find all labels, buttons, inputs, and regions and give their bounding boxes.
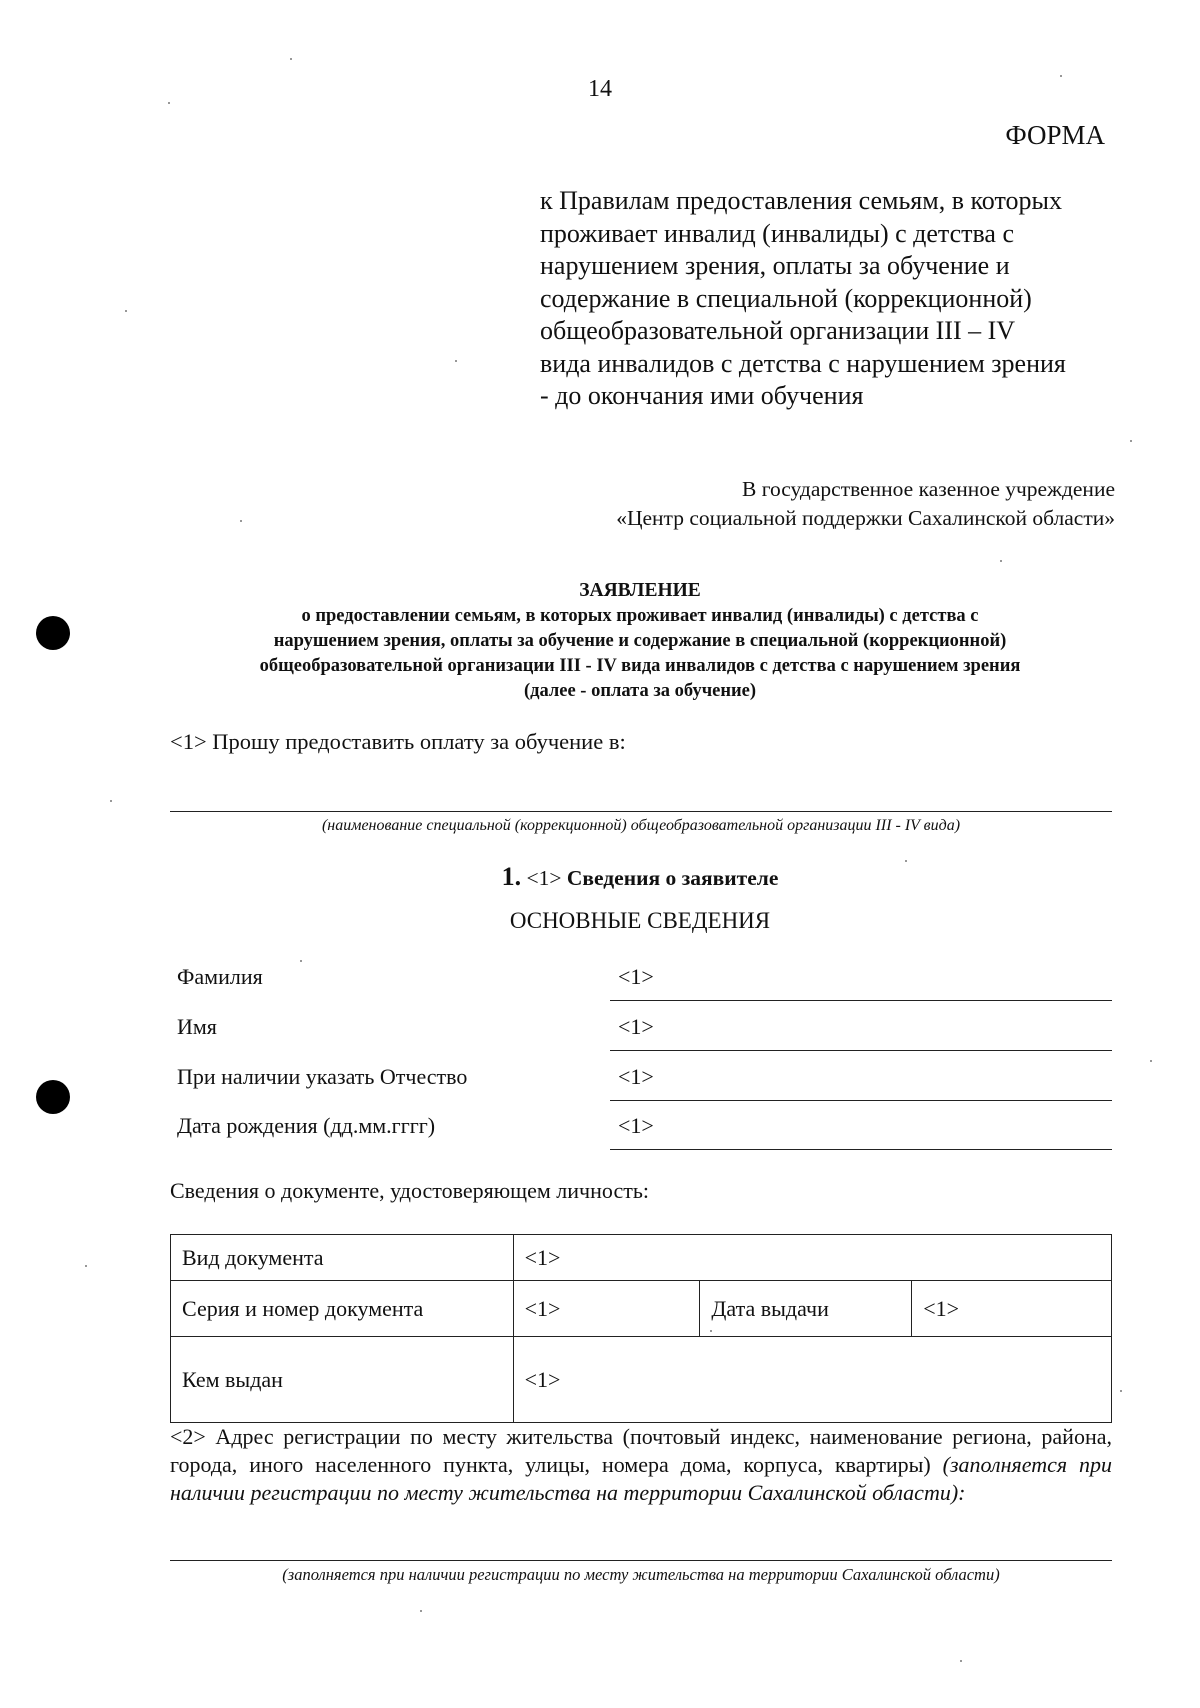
scan-speck: [168, 102, 170, 104]
issued-by-label: Кем выдан: [171, 1337, 514, 1423]
scan-speck: [960, 1660, 962, 1662]
birth-date-label: Дата рождения (дд.мм.гггг): [177, 1113, 436, 1138]
scan-speck: [1060, 75, 1062, 77]
registration-address-caption: (заполняется при наличии регистрации по месту жительства на территории Сахалинской области): [282, 1565, 1000, 1584]
scan-speck: [455, 360, 457, 362]
registration-address-note: (заполняется при наличии регистрации по месту жительства на территории Сахалинской области):: [170, 1452, 1113, 1505]
document-series-field[interactable]: <1>: [513, 1281, 700, 1337]
scan-speck: [300, 960, 302, 962]
basic-info-heading: ОСНОВНЫЕ СВЕДЕНИЯ: [509, 908, 771, 933]
issued-by-field[interactable]: <1>: [513, 1337, 1111, 1423]
patronymic-field[interactable]: <1>: [618, 1064, 654, 1089]
form-label: ФОРМА: [1005, 120, 1105, 150]
registration-address-line[interactable]: [170, 1560, 1112, 1561]
scan-speck: [290, 58, 292, 60]
application-title: ЗАЯВЛЕНИЕ: [579, 580, 701, 601]
scan-speck: [420, 1610, 422, 1612]
scan-speck: [1150, 1060, 1152, 1062]
scan-speck: [110, 800, 112, 802]
punch-hole-top: [36, 616, 70, 650]
annex-reference: [540, 185, 1102, 413]
annex-line: общеобразовательной организации III – IV: [540, 316, 1016, 345]
annex-line: к Правилам предоставления семьям, в которых: [540, 186, 1062, 215]
surname-field[interactable]: <1>: [618, 964, 654, 989]
scan-speck: [125, 310, 127, 312]
table-row: [171, 1281, 1112, 1337]
section-number: 1.: [501, 862, 522, 891]
issue-date-field[interactable]: <1>: [912, 1281, 1112, 1337]
section-marker: <1>: [526, 866, 562, 890]
first-name-label: Имя: [177, 1014, 217, 1039]
addressee: [616, 475, 1115, 533]
document-type-field[interactable]: <1>: [513, 1235, 1111, 1281]
scan-speck: [1130, 440, 1132, 442]
surname-label: Фамилия: [177, 964, 263, 989]
annex-line: содержание в специальной (коррекционной): [540, 283, 1032, 313]
request-text: <1> Прошу предоставить оплату за обучение в:: [170, 729, 626, 754]
id-document-table: [170, 1234, 1112, 1423]
annex-line: - до окончания ими обучения: [540, 381, 864, 410]
scan-speck: [1120, 1390, 1122, 1392]
annex-line: проживает инвалид (инвалиды) с детства с: [540, 218, 1015, 248]
patronymic-underline: [610, 1100, 1112, 1101]
id-document-intro: Сведения о документе, удостоверяющем личность:: [170, 1178, 649, 1203]
application-subtitle-line: о предоставлении семьям, в которых проживает инвалид (инвалиды) с детства с: [301, 606, 979, 626]
punch-hole-bottom: [36, 1080, 70, 1114]
first-name-field[interactable]: <1>: [618, 1014, 654, 1039]
section-1-heading: [140, 862, 1140, 892]
organization-name-caption: (наименование специальной (коррекционной) общеобразовательной организации III - IV вида): [321, 817, 961, 834]
issue-date-label: Дата выдачи: [700, 1281, 912, 1337]
application-subtitle-line: общеобразовательной организации III - IV вида инвалидов с детства с нарушением зрения: [259, 656, 1021, 676]
organization-name-line[interactable]: [170, 811, 1112, 812]
registration-address-text: <2> Адрес регистрации по месту жительства (почтовый индекс, наименование региона, района, города, иного населенного пункта, улицы, номера дома, корпуса, квартиры): [170, 1424, 1112, 1477]
document-series-label: Серия и номер документа: [171, 1281, 514, 1337]
scan-speck: [1000, 560, 1002, 562]
section-title: Сведения о заявителе: [566, 866, 779, 890]
application-subtitle: [110, 604, 1170, 704]
document-type-label: Вид документа: [171, 1235, 514, 1281]
addressee-line: В государственное казенное учреждение: [741, 477, 1115, 501]
table-row: [171, 1235, 1112, 1281]
registration-address-paragraph: [170, 1423, 1112, 1507]
annex-line: нарушением зрения, оплаты за обучение и: [540, 251, 1010, 280]
table-row: [171, 1337, 1112, 1423]
patronymic-label: При наличии указать Отчество: [177, 1064, 468, 1089]
scan-speck: [85, 1265, 87, 1267]
first-name-underline: [610, 1050, 1112, 1051]
birth-date-field[interactable]: <1>: [618, 1113, 654, 1138]
page-number: 14: [588, 76, 612, 102]
addressee-line: «Центр социальной поддержки Сахалинской области»: [616, 506, 1115, 530]
application-subtitle-line: (далее - оплата за обучение): [523, 681, 757, 701]
annex-line: вида инвалидов с детства с нарушением зрения: [540, 348, 1066, 378]
surname-underline: [610, 1000, 1112, 1001]
application-subtitle-line: нарушением зрения, оплаты за обучение и содержание в специальной (коррекционной): [273, 631, 1007, 651]
birth-date-underline: [610, 1149, 1112, 1150]
scan-speck: [240, 520, 242, 522]
